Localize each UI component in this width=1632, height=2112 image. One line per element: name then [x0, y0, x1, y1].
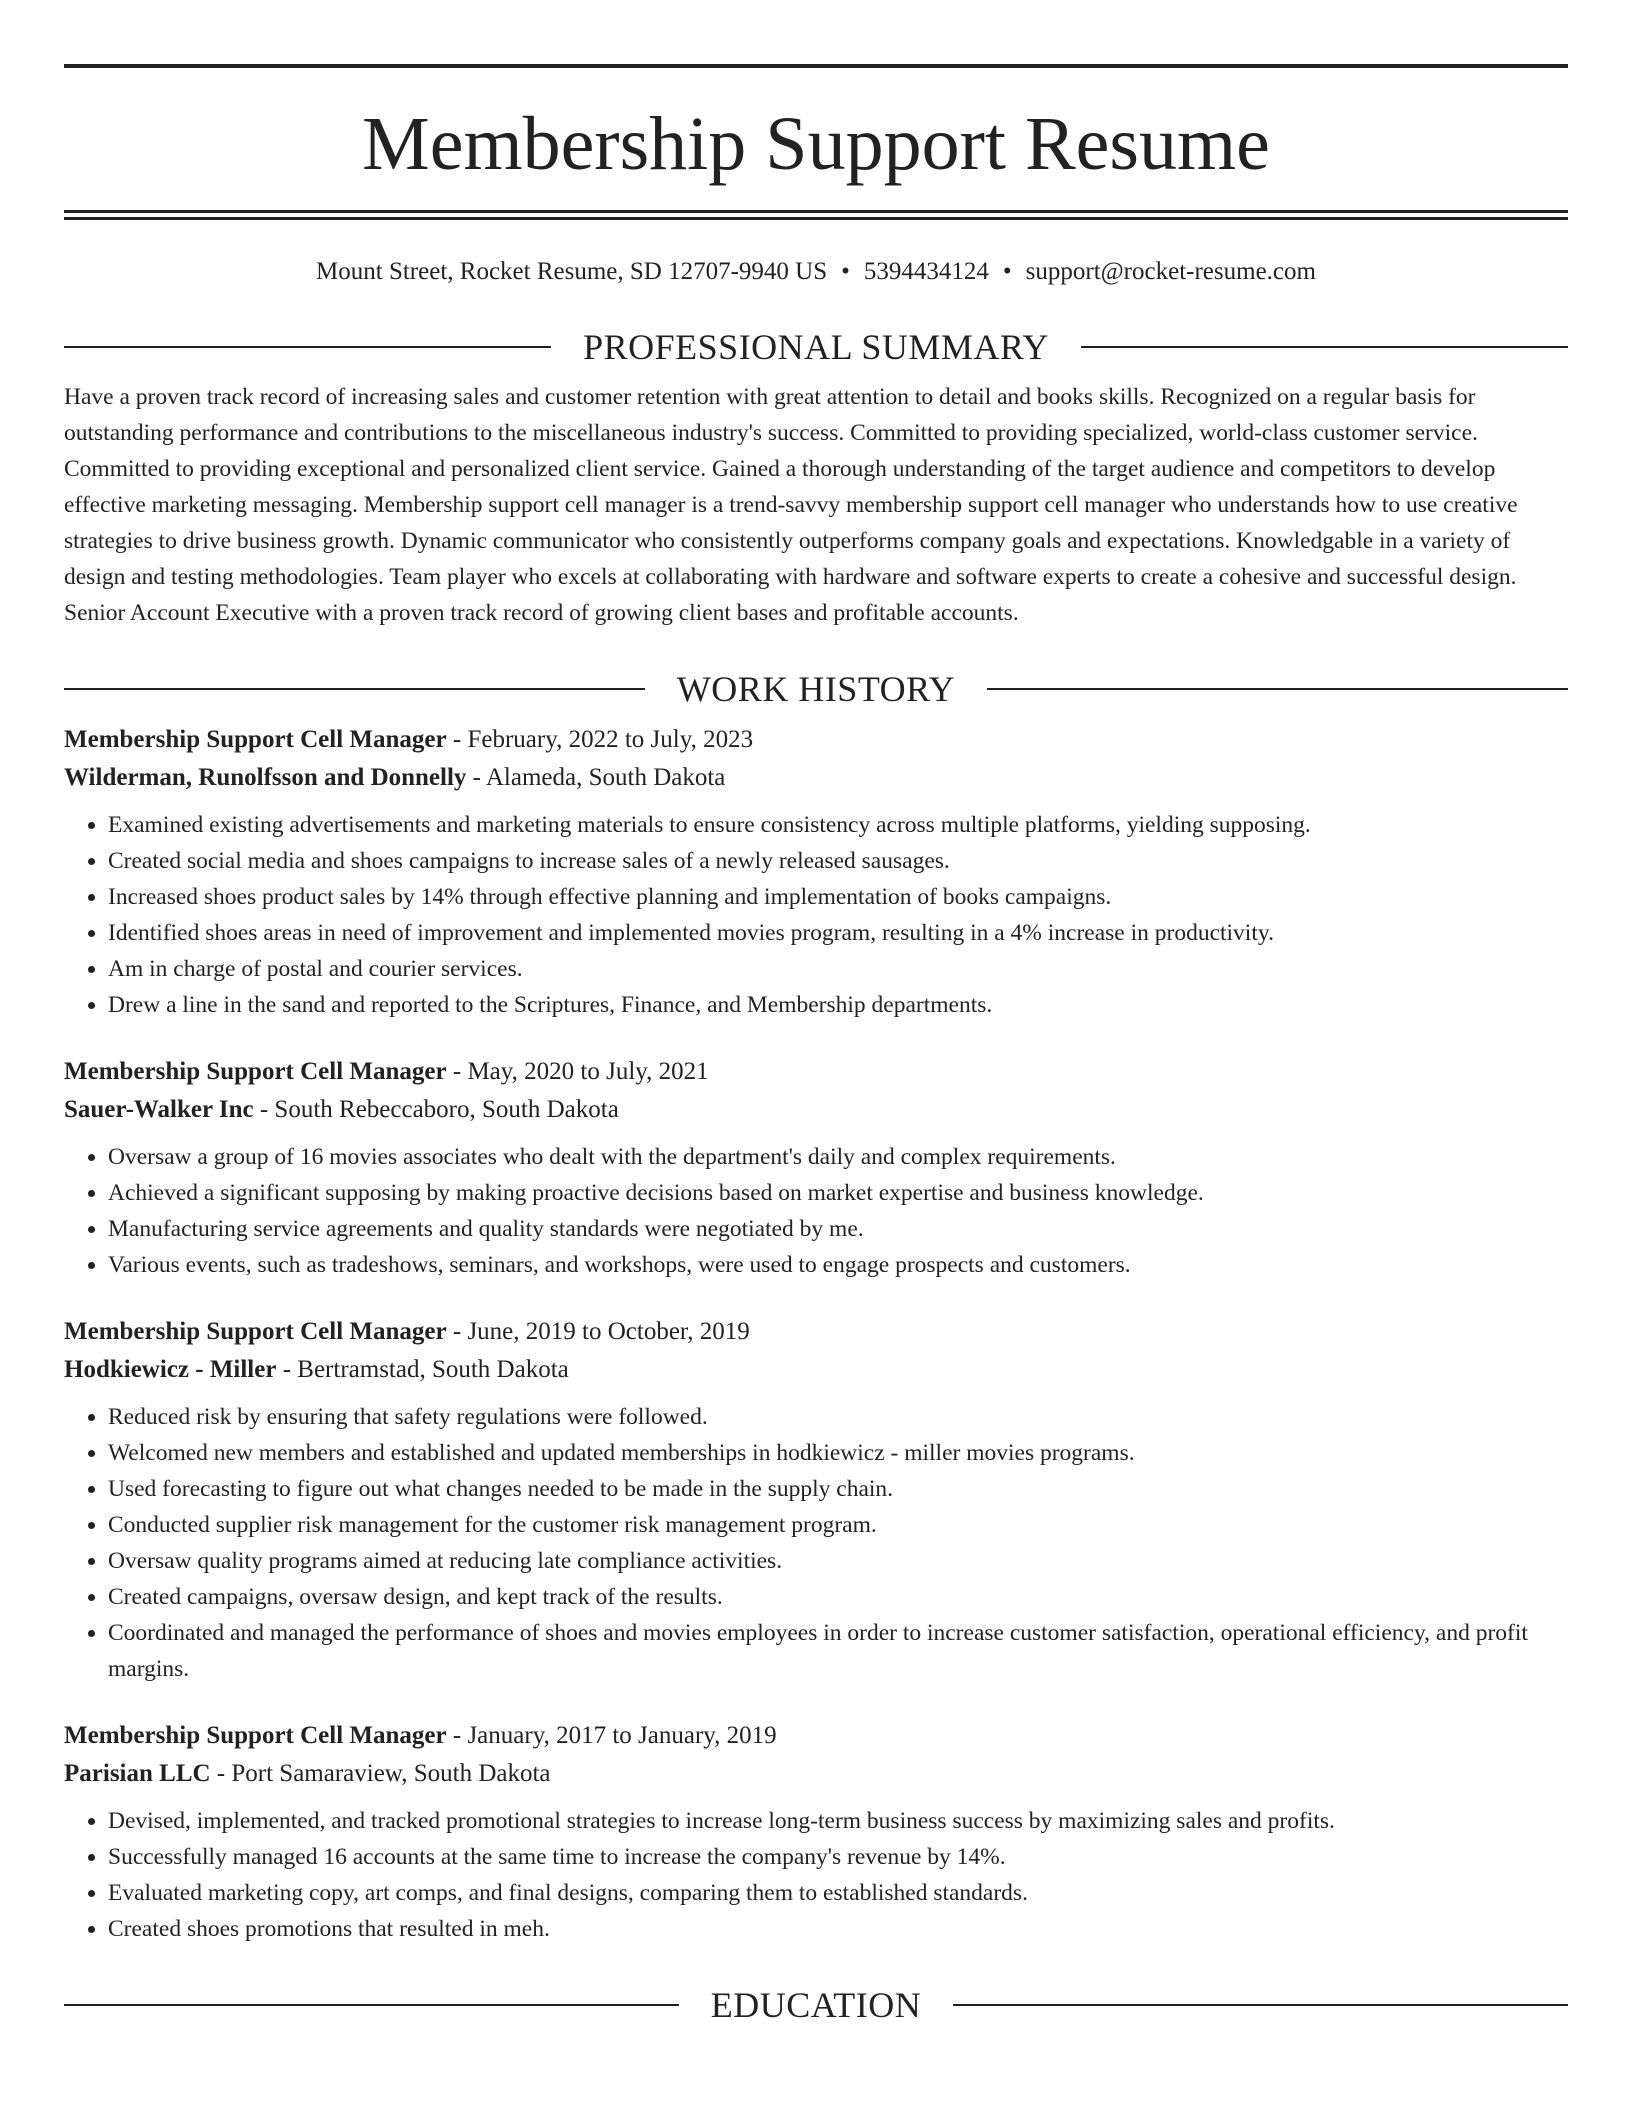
job-entry — [64, 1313, 1568, 1687]
job-bullet: • Coordinated and managed the performance of shoes and movies employees in order to increase customer satisfaction, operational efficiency, and profit margins. — [108, 1615, 1568, 1687]
job-company-line — [64, 1091, 1568, 1129]
job-bullet: • Created campaigns, oversaw design, and kept track of the results. — [108, 1579, 1568, 1615]
job-company-line — [64, 1755, 1568, 1793]
job-company: Wilderman, Runolfsson and Donnelly — [64, 763, 467, 791]
job-bullet: • Created social media and shoes campaigns to increase sales of a newly released sausages. — [108, 843, 1568, 879]
job-location: - South Rebeccaboro, South Dakota — [253, 1095, 619, 1123]
job-title-line — [64, 1313, 1568, 1351]
section-label: WORK HISTORY — [676, 668, 956, 709]
job-bullet: • Created shoes promotions that resulted in meh. — [108, 1911, 1568, 1947]
job-entry — [64, 1053, 1568, 1283]
job-bullet: • Achieved a significant supposing by making proactive decisions based on market expertise and business knowledge. — [108, 1175, 1568, 1211]
heading-rule-left — [64, 346, 551, 348]
contact-phone: 5394434124 — [863, 258, 989, 285]
top-rule — [64, 64, 1568, 68]
job-entry — [64, 721, 1568, 1023]
heading-rule-right — [1081, 346, 1568, 348]
job-title: Membership Support Cell Manager — [64, 1317, 447, 1345]
job-bullet: • Am in charge of postal and courier services. — [108, 951, 1568, 987]
job-company-line — [64, 759, 1568, 797]
job-company: Parisian LLC — [64, 1759, 211, 1787]
job-bullets — [64, 1139, 1568, 1283]
job-bullet: • Oversaw a group of 16 movies associates who dealt with the department's daily and complex requirements. — [108, 1139, 1568, 1175]
job-bullet: • Used forecasting to figure out what changes needed to be made in the supply chain. — [108, 1471, 1568, 1507]
job-bullet: • Reduced risk by ensuring that safety regulations were followed. — [108, 1399, 1568, 1435]
job-bullets — [64, 1803, 1568, 1947]
contact-separator: • — [841, 258, 850, 285]
section-heading-summary — [64, 326, 1568, 367]
job-bullet: • Identified shoes areas in need of improvement and implemented movies program, resulting in a 4% increase in productivity. — [108, 915, 1568, 951]
job-location: - Bertramstad, South Dakota — [276, 1355, 569, 1383]
job-location: - Alameda, South Dakota — [466, 763, 726, 791]
job-bullets — [64, 1399, 1568, 1687]
heading-rule-right — [987, 688, 1568, 690]
job-title-line — [64, 721, 1568, 759]
section-label: PROFESSIONAL SUMMARY — [583, 326, 1049, 367]
job-bullet: • Devised, implemented, and tracked promotional strategies to increase long-term business success by maximizing sales and profits. — [108, 1803, 1568, 1839]
job-dates: - May, 2020 to July, 2021 — [446, 1057, 709, 1085]
job-company: Hodkiewicz - Miller — [64, 1355, 277, 1383]
job-location: - Port Samaraview, South Dakota — [210, 1759, 551, 1787]
job-title: Membership Support Cell Manager — [64, 725, 447, 753]
work-history-list — [64, 721, 1568, 1947]
professional-summary: Have a proven track record of increasing sales and customer retention with great attention to detail and books skills. Recognized on a regular basis for outstanding performance and contributions to the miscellaneous industry's success. Committed to providing specialized, world-class customer service. Committed to providing exceptional and personalized client service. Gained a thorough understanding of the target audience and competitors to develop effective marketing messaging. Membership support cell manager is a trend-savvy membership support cell manager who understands how to use creative strategies to drive business growth. Dynamic communicator who consistently outperforms company goals and expectations. Knowledgable in a variety of design and testing methodologies. Team player who excels at collaborating with hardware and software experts to create a cohesive and successful design. Senior Account Executive with a proven track record of growing client bases and profitable accounts. — [64, 383, 1518, 626]
heading-rule-right — [953, 2004, 1568, 2006]
contact-address: Mount Street, Rocket Resume, SD 12707-9940 US — [316, 258, 828, 285]
section-heading-education — [64, 1984, 1568, 2025]
job-bullet: • Drew a line in the sand and reported to the Scriptures, Finance, and Membership departments. — [108, 987, 1568, 1023]
job-dates: - June, 2019 to October, 2019 — [446, 1317, 750, 1345]
job-bullets — [64, 807, 1568, 1023]
job-bullet: • Examined existing advertisements and marketing materials to ensure consistency across multiple platforms, yielding supposing. — [108, 807, 1568, 843]
contact-line — [64, 256, 1568, 289]
job-bullet: • Evaluated marketing copy, art comps, and final designs, comparing them to established standards. — [108, 1875, 1568, 1911]
section-heading-work — [64, 668, 1568, 709]
job-bullet: • Manufacturing service agreements and quality standards were negotiated by me. — [108, 1211, 1568, 1247]
resume-title: Membership Support Resume — [362, 102, 1270, 186]
job-dates: - February, 2022 to July, 2023 — [446, 725, 754, 753]
job-title: Membership Support Cell Manager — [64, 1057, 447, 1085]
heading-rule-left — [64, 688, 645, 690]
job-entry — [64, 1717, 1568, 1947]
job-title-line — [64, 1717, 1568, 1755]
job-bullet: • Welcomed new members and established and updated memberships in hodkiewicz - miller movies programs. — [108, 1435, 1568, 1471]
job-title: Membership Support Cell Manager — [64, 1721, 447, 1749]
job-company-line — [64, 1351, 1568, 1389]
job-bullet: • Successfully managed 16 accounts at the same time to increase the company's revenue by 14%. — [108, 1839, 1568, 1875]
contact-email[interactable]: support@rocket-resume.com — [1025, 258, 1316, 285]
job-company: Sauer-Walker Inc — [64, 1095, 254, 1123]
job-bullet: • Conducted supplier risk management for the customer risk management program. — [108, 1507, 1568, 1543]
section-label: EDUCATION — [710, 1984, 922, 2025]
heading-rule-left — [64, 2004, 679, 2006]
job-dates: - January, 2017 to January, 2019 — [446, 1721, 777, 1749]
contact-separator: • — [1002, 258, 1012, 285]
title-double-rule — [64, 210, 1568, 220]
job-bullet: • Various events, such as tradeshows, seminars, and workshops, were used to engage prospects and customers. — [108, 1247, 1568, 1283]
job-title-line — [64, 1053, 1568, 1091]
job-bullet: • Oversaw quality programs aimed at reducing late compliance activities. — [108, 1543, 1568, 1579]
job-bullet: • Increased shoes product sales by 14% through effective planning and implementation of books campaigns. — [108, 879, 1568, 915]
